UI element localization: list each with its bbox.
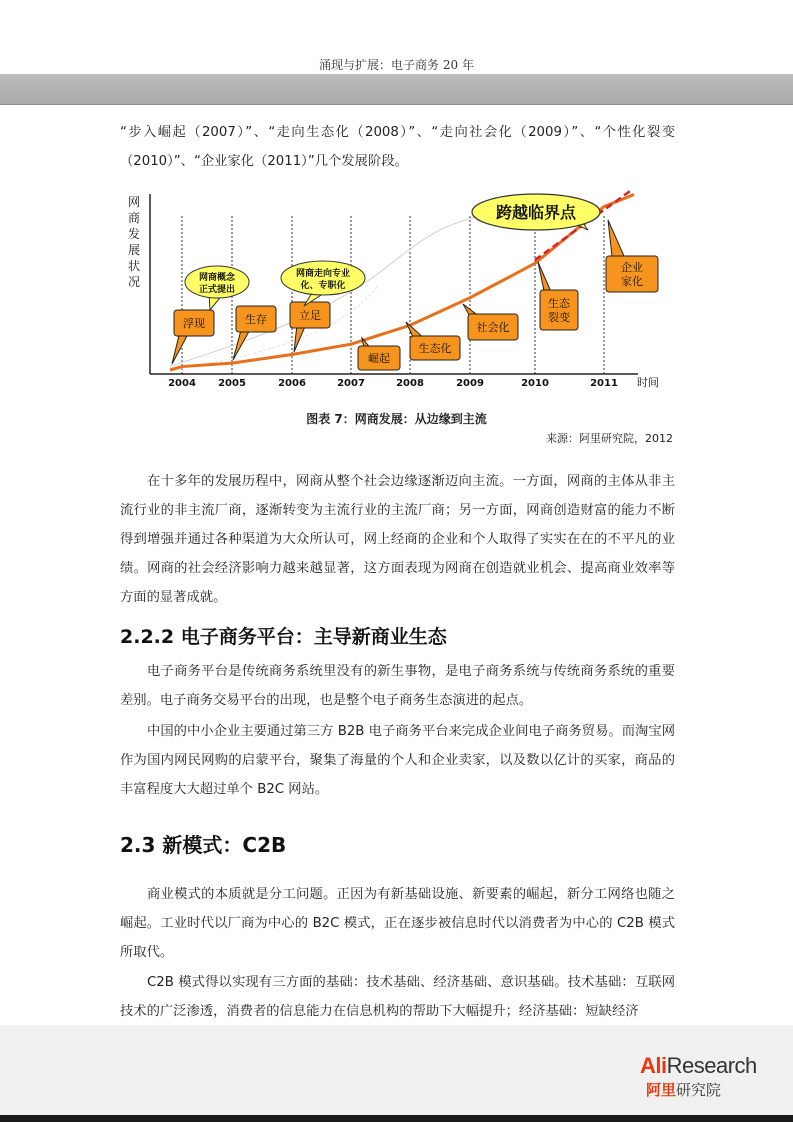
x-axis-label: 时间 — [637, 376, 659, 389]
logo-research-text: Research — [666, 1053, 757, 1078]
x-tick-label: 2007 — [337, 378, 365, 389]
stage-callout-box — [540, 290, 578, 330]
stage-callout — [538, 262, 578, 330]
stage-label: 浮现 — [183, 317, 205, 330]
x-tick-label: 2005 — [218, 378, 246, 389]
stage-callout — [290, 302, 330, 352]
aliresearch-logo — [640, 1053, 757, 1079]
logo-cn-rest-text: 研究院 — [676, 1081, 722, 1099]
stage-callout — [606, 220, 658, 292]
figure-source: 来源：阿里研究院，2012 — [546, 432, 673, 445]
footer-rule — [0, 1115, 793, 1122]
x-tick-label: 2004 — [168, 378, 196, 389]
section-2-2-2-paragraph-2: 中国的中小企业主要通过第三方 B2B 电子商务平台来完成企业间电子商务贸易。而淘宝网作为国内网民网购的启蒙平台，聚集了海量的个人和企业卖家，以及数以亿计的买家，商品的丰富程度大大超过单个 B2C 网站。 — [120, 724, 675, 797]
intro-paragraph: “步入崛起（2007）”、“走向生态化（2008）”、“走向社会化（2009）”、“个性化裂变（2010）”、“企业家化（2011）”几个发展阶段。 — [120, 125, 675, 169]
critical-point-label: 跨越临界点 — [495, 203, 577, 222]
section-heading-2-3: 2.3 新模式：C2B — [120, 833, 287, 857]
y-axis-label-char: 状 — [127, 259, 141, 273]
logo-ali-text: Ali — [640, 1053, 667, 1078]
growth-chart — [118, 186, 678, 396]
stage-label: 家化 — [621, 275, 643, 288]
x-tick-label: 2009 — [456, 378, 484, 389]
x-tick-label: 2011 — [590, 378, 618, 389]
aliresearch-logo-cn — [646, 1079, 721, 1100]
stage-callout — [233, 306, 276, 360]
yellow-callout — [281, 261, 365, 306]
stage-label: 社会化 — [476, 321, 510, 334]
logo-cn-red-text: 阿里 — [646, 1081, 677, 1099]
stage-callout — [463, 304, 518, 340]
running-header: 涌现与扩展：电子商务 20 年 — [319, 58, 474, 72]
y-axis-label-char: 网 — [127, 195, 141, 209]
header-bar — [0, 74, 793, 105]
stage-label: 崛起 — [368, 352, 390, 365]
y-axis-label-char: 发 — [127, 227, 141, 241]
figure-caption: 图表 7：网商发展：从边缘到主流 — [306, 412, 487, 426]
yellow-callout — [185, 266, 249, 310]
yellow-callout-text: 化、专职化 — [300, 281, 346, 291]
section-2-2-2-paragraph-1: 电子商务平台是传统商务系统里没有的新生事物，是电子商务系统与传统商务系统的重要差别。电子商务交易平台的出现，也是整个电子商务生态演进的起点。 — [120, 664, 675, 708]
stage-label: 裂变 — [548, 311, 570, 324]
body-paragraph-1: 在十多年的发展历程中，网商从整个社会边缘逐渐迈向主流。一方面，网商的主体从非主流行业的非主流厂商，逐渐转变为主流行业的主流厂商；另一方面，网商创造财富的能力不断得到增强并通过各种渠道为大众所认可，网上经商的企业和个人取得了实实在在的不平凡的业绩。网商的社会经济影响力越来越显著，这方面表现为网商在创造就业机会、提高商业效率等方面的显著成就。 — [120, 474, 675, 605]
stage-label: 生存 — [245, 313, 267, 326]
section-2-3-paragraph-2: C2B 模式得以实现有三方面的基础：技术基础、经济基础、意识基础。技术基础：互联网技术的广泛渗透，消费者的信息能力在信息机构的帮助下大幅提升；经济基础：短缺经济 — [120, 975, 675, 1019]
stage-label: 企业 — [621, 261, 643, 274]
critical-point-annotation — [472, 194, 600, 230]
yellow-callout-text: 网商概念 — [198, 273, 236, 283]
yellow-callout-text: 正式提出 — [198, 285, 236, 295]
stage-callout — [358, 338, 400, 370]
stage-label: 生态 — [548, 297, 570, 310]
y-axis-label-char: 商 — [127, 211, 141, 225]
stage-callout — [406, 322, 460, 360]
y-axis-label-char: 展 — [127, 243, 141, 257]
section-heading-2-2-2: 2.2.2 电子商务平台：主导新商业生态 — [120, 626, 447, 648]
yellow-callout-text: 网商走向专业 — [295, 269, 351, 279]
stage-label: 立足 — [299, 309, 321, 322]
stage-label: 生态化 — [418, 342, 452, 355]
stage-callout — [172, 310, 214, 364]
x-tick-label: 2006 — [278, 378, 306, 389]
x-tick-label: 2010 — [521, 378, 549, 389]
x-tick-label: 2008 — [396, 378, 424, 389]
chart-labels-group — [172, 194, 658, 370]
section-2-3-paragraph-1: 商业模式的本质就是分工问题。正因为有新基础设施、新要素的崛起，新分工网络也随之崛起。工业时代以厂商为中心的 B2C 模式，正在逐步被信息时代以消费者为中心的 C2B 模式所取代。 — [120, 887, 675, 960]
y-axis-label-char: 况 — [127, 275, 141, 289]
